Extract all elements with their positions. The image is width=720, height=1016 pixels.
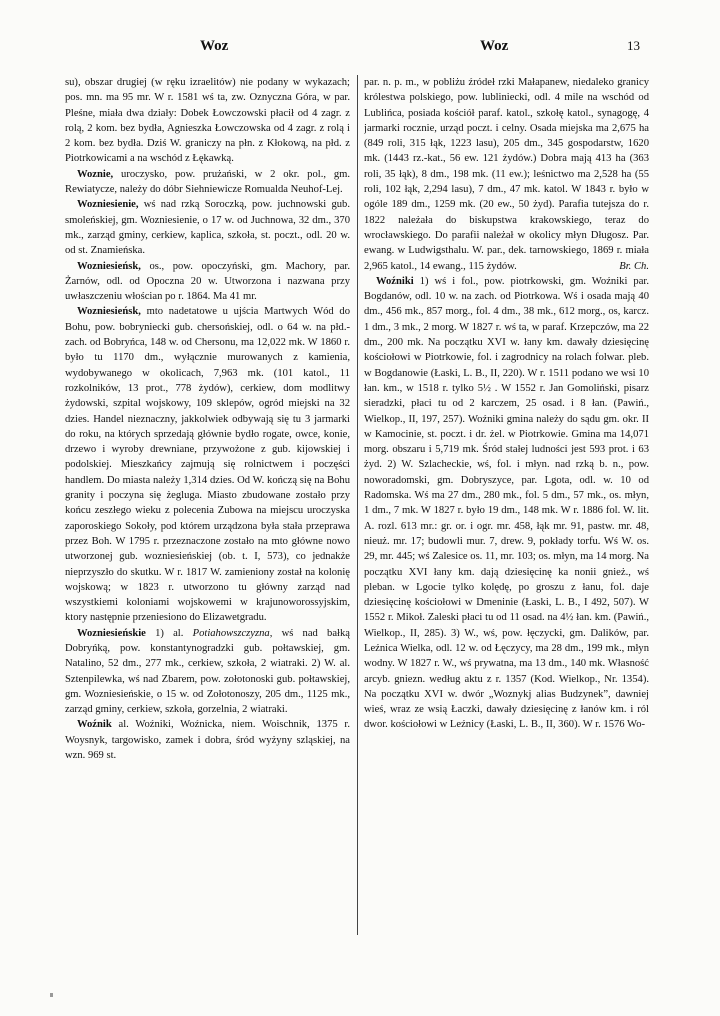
author-signature: Br. Ch. <box>619 260 649 272</box>
entry-headword: Wozniesieńsk, <box>77 306 141 318</box>
page-speck <box>50 993 53 997</box>
entry-wozniki <box>364 274 649 733</box>
left-running-headword: Woz <box>200 38 229 54</box>
entry-text: 1) wś i fol., pow. piotrkowski, gm. Woźniki par. Bogdanów, odl. 10 w. na zach. od Piotrkowa. Wś i osada mają 40 dm., 456 mk., 857 morg., fol. 4 dm., 38 mk., 612 morg., os, karcz. 1 dm., 3 mk., 2 morg. W 1827 r. wś ta, w paraf. Krzepczów, ma 22 dm., 200 mk. Na początku XVI w. łany km. dawały dziesięcinę kościołowi w Piotrkowie, fol. i zagrodnicy na rolach folwar. pleb. w Bogdanowie (Łaski, L. B., II, 220). W r. 1511 podano we wsi 10 łan. km., w 1518 r. tylko 5½ . W 1552 r. Jan Gomoliński, pisarz sieradzki, płaci tu od 2 karczem, 25 osad. i 8 łan. (Pawiń., Wielkop., II, 197, 257). Woźniki gmina należy do sądu gm. okr. II w Kamocinie, st. poczt. i dr. żel. w Piotrkowie. Gmina ma 14,071 morg. obszaru i 5,719 mk. Śród stałej ludności jest 593 prot. i 63 żyd. 2) W. Szlacheckie, wś, fol. i młyn. nad rzką b. n., pow. noworadomski, gm. Dobryszyce, par. Lgota, odl. w. 10 od Radomska. Wś ma 27 dm., 280 mk., fol. 5 dm., 57 mk., os. młyn, 1 dm., 7 mk. W 1827 r. było 19 dm., 148 mk. W r. 1886 fol. W. lit. A. rozl. 613 mr.: gr. or. i ogr. mr. 458, łąk mr. 91, pastw. mr. 48, nieuż. mr. 17; budowli mur. 7, drew. 9, pokłady torfu. Wś W. os. 29, mr. 445; wś Zalesice os. 11, mr. 103; os. młyn, ma 14 morg. Na początku XVI łany km. dają dziesięcinę ka nonii gnież., wś pleban. w Lgocie tylko kolędę, po groszu z łanu, fol. daje dziesięcinę kościołowi w Dmeninie (Łaski, L. B., I 492, 507). W 1552 r. Mikoł. Zaleski płaci tu od 11 osad. na 4½ łan. km. (Pawiń., Wielkop., II, 285). 3) W., wś, pow. łęczycki, gm. Dalików, par. Leźnica Wielka, odl. 12 w. od Łęczycy, ma 28 dm., 199 mk., młyn wodny. W 1827 r. W., wś prywatna, ma 13 dm., 140 mk. Własność arcyb. gniezn. według aktu z r. 1357 (Kod. Wielkop., Nr. 1354). Na początku XVI w. dwór „Woznykj alias Budzynek”, dawniej wieś, wraz ze wsią Łaczki, dawały dziesięcinę z łanów km. i ról dwor. kościołowi w Leźnicy (Łaski, L. B., II, 360). W r. 1576 Wo- <box>364 275 649 731</box>
column-divider <box>357 75 358 935</box>
entry-italic-name: Potiahowszczyzna, <box>192 627 273 639</box>
entry-wozniesienie <box>65 197 350 258</box>
entry-text: wś nad rzką Soroczką, pow. juchnowski gub. smoleńskiej, gm. Wozniesienie, o 17 w. od Juchnowa, 32 dm., 370 mk., zarząd gminy, cerkiew, kaplica, szkoła, st. poczt., odl. 20 w. od st. Znamieńska. <box>65 199 350 257</box>
running-header <box>0 38 720 60</box>
entry-text: mto nadetatowe u ujścia Martwych Wód do Bohu, pow. bobryniecki gub. chersońskiej, odl. o 64 w. na płd.-zach. od Bobryńca, 148 w. od Chersonu, ma 12,022 mk. W 1860 r. było tu 1170 dm., wyłącznie murowanych z kamienia, wydobywanego w okolicach, 7,963 mk. (101 katol., 11 rozkolników, 13 prot., 778 żydów), cerkiew, dom modlitwy żydowski, szpital wojskowy, 109 sklepów, ogród miejski na 32 dzies. Handel nieznaczny, jakkolwiek odbywają się tu 3 jarmarki do roku, na których sprzedają głównie bydło rogate, owce, konie, drzewo i wyroby drewniane, przywożone z gub. kijowskiej i podolskiej. Mieszkańcy zajmują się rolnictwem i poczęści handlem. Do miasta należy 1,314 dzies. Od W. kończą się na Bohu granity i poczyna się żegluga. Miasto zbudowane zostało przy końcu zeszłego wieku z polecenia Zubowa na miejscu uroczyska zaporoskiego Sokoły, pod którem urządzona była stała przeprawa przez Boh. W 1795 r. przeznaczone zostało na mto główne nowo utworzonej gub. wozniesieńskiej (ob. t. I, 573), co jednakże nieprzyszło do skutku. W r. 1817 W. zamieniony został na kolonię wojskową; w 1823 r. utworzono tu główny zarząd nad wszystkiemi koloniami wojskowemi w krajunoworossyjskim, ktory następnie przeniesiono do Elizawetgradu. <box>65 306 350 624</box>
entry-continuation <box>65 75 350 167</box>
entry-headword: Wozniesieńskie <box>77 627 146 639</box>
page-number: 13 <box>627 38 640 53</box>
entry-text: al. Woźniki, Woźnicka, niem. Woischnik, 1375 r. Woysnyk, targowisko, zamek i dobra, śród wyżyny szląskiej, na wzn. 969 st. <box>65 719 350 762</box>
entry-wozniesiensk-2 <box>65 304 350 625</box>
entry-wozniesiensk-1 <box>65 259 350 305</box>
entry-wozniesienskie <box>65 626 350 718</box>
entry-text: uroczysko, pow. prużański, w 2 okr. pol., gm. Rewiatycze, należy do dóbr Siehniewicze Romualda Neuhof-Lej. <box>65 168 350 196</box>
entry-woznik <box>65 717 350 763</box>
entry-headword: Wozniesieńsk, <box>77 260 141 272</box>
entry-text: wś nad bałką Dobryńką, pow. konstantynogradzki gub. połtawskiej, gm. Natalino, 52 dm., 277 mk., cerkiew, szkoła, 2 wiatraki. 2) W. al. Sztenpilewka, wś nad Zbarem, pow. zołotonoski gub. połtawskiej, gm. Wozniesieńskie, o 15 w. od Zołotonoszy, 205 dm., 1125 mk., zarząd gminy, cerkiew, szkoła, gorzelnia, 2 wiatraki. <box>65 627 350 716</box>
entry-woznie <box>65 167 350 198</box>
right-column <box>364 75 649 980</box>
entry-text: par. n. p. m., w pobliżu źródeł rzki Małapanew, niedaleko granicy królestwa polskiego, pow. lubliniecki, odl. 4 mile na wschód od Lublińca, posiada kościół paraf. katol., szkołę katol., synagogę, 4 jarmarki rocznie, urząd poczt. i celny. Osada miejska ma 2,675 ha (849 roli, 315 łąk, 1223 lasu), 205 dm., 345 gospodarstw, 1620 mk. (1443 rz.-kat., 56 ew. 121 żydów.) Dobra mają 413 ha (363 roli, 35 łąk), 8 dm., 198 mk. (11 ew.); leśnictwo ma 2,528 ha (55 roli, 102 łąk, 2,294 lasu), 7 dm., 47 mk. katol. W 1843 r. było w ogóle 189 dm., 1259 mk. (20 ew., 50 żyd). Parafia tutejsza do r. 1822 należała do biskupstwa krakowskiego, teraz do wrocławskiego. Do parafii należał w okolicy młyn Długosz. Par. ewang. w Ludwigsthalu. W. par., dek. tarnowskiego, 1869 r. miała 2,965 katol., 14 ewang., 115 żydów. <box>364 77 649 272</box>
entry-text-prefix: 1) al. <box>155 627 184 639</box>
entry-headword: Woźnik <box>77 719 112 731</box>
entry-continuation <box>364 75 649 274</box>
entry-headword: Woźniki <box>376 275 414 287</box>
entry-headword: Woznie, <box>77 168 114 180</box>
entry-headword: Wozniesienie, <box>77 199 139 211</box>
right-running-headword: Woz <box>480 38 509 54</box>
entry-text: os., pow. opoczyński, gm. Machory, par. Żarnów, odl. od Opoczna 20 w. Utworzona i nazwana przy uwłaszczeniu włościan po r. 1864. Ma 41 mr. <box>65 260 350 303</box>
entry-text: su), obszar drugiej (w ręku izraelitów) nie podany w wykazach; pos. mn. ma 95 mr. W r. 1581 wś ta, zw. Oznyczna Góra, w par. Pleśne, miała dwa działy: Dobek Łowczowski płacił od 4 zagr. z rolą, 2 kom. bez bydła, Agnieszka Łowczowska od 4 zagr. z rolą i 2 kom. bez bydła. Dziś W. graniczy na płn. z Kłokową, na płd. z Piotrkowicami a na wschód z Łękawką. <box>65 77 350 165</box>
left-column <box>65 75 350 980</box>
